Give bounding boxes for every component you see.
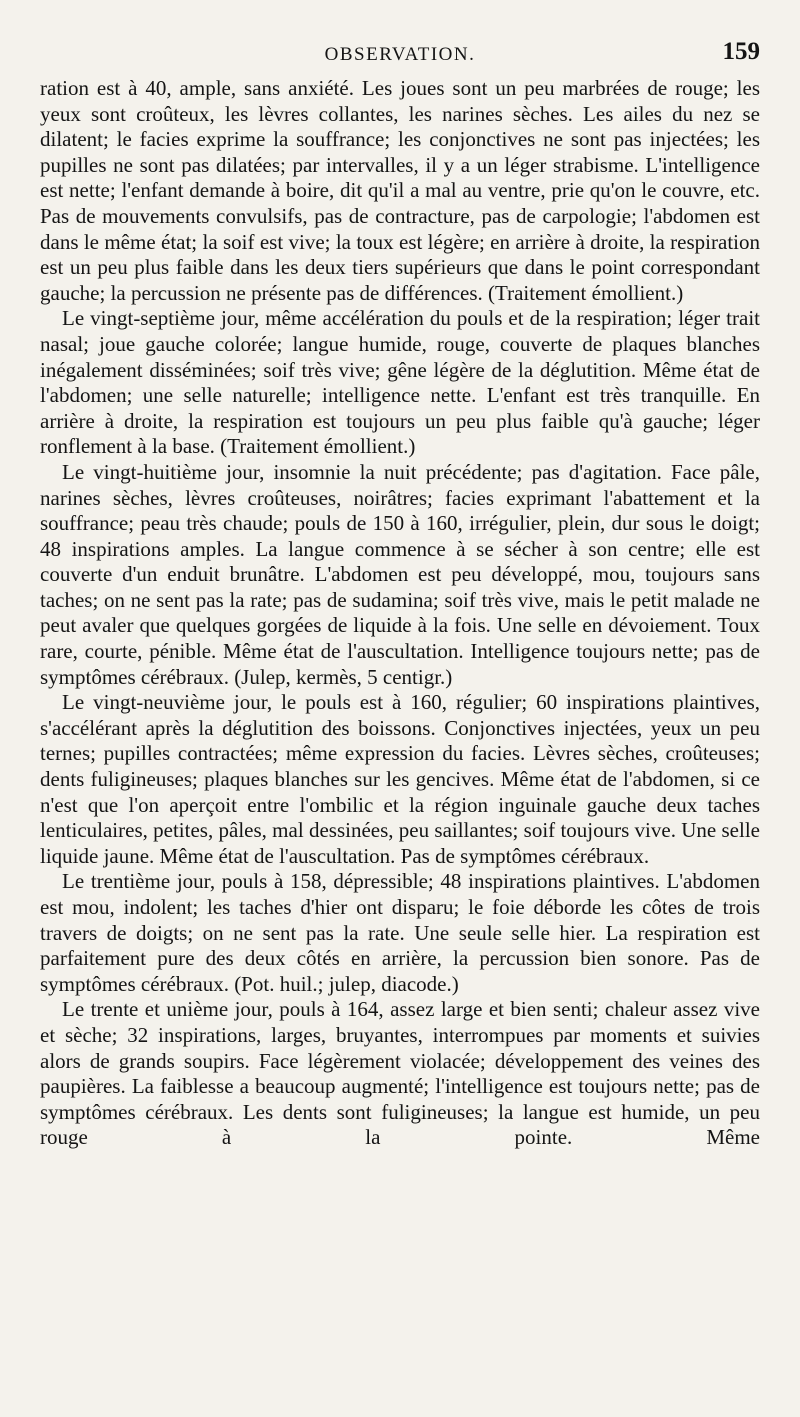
page-header [40, 38, 760, 72]
paragraph-continued: ration est à 40, ample, sans anxiété. Les joues sont un peu marbrées de rouge; les yeux sont croûteux, les lèvres collantes, les narines sèches. Les ailes du nez se dilatent; le facies exprime la souffrance; les conjonctives ne sont pas injectées; les pupilles ne sont pas dilatées; par intervalles, il y a un léger strabisme. L'intelligence est nette; l'enfant demande à boire, dit qu'il a mal au ventre, prie qu'on le couvre, etc. Pas de mouvements convulsifs, pas de contracture, pas de carpologie; l'abdomen est dans le même état; la soif est vive; la toux est légère; en arrière à droite, la respiration est un peu plus faible dans les deux tiers supérieurs que dans le point correspondant gauche; la percussion ne présente pas de différences. (Traitement émollient.) [40, 76, 760, 305]
paragraph-day-30: Le trentième jour, pouls à 158, dépressible; 48 inspirations plaintives. L'abdomen est mou, indolent; les taches d'hier ont disparu; le foie déborde les côtes de trois travers de doigts; on ne sent pas la rate. Une seule selle hier. La respiration est parfaitement pure des deux côtés en arrière, la percussion bien sonore. Pas de symptômes cérébraux. (Pot. huil.; julep, diacode.) [40, 869, 760, 996]
paragraph-day-31: Le trente et unième jour, pouls à 164, assez large et bien senti; chaleur assez vive et sèche; 32 inspirations, larges, bruyantes, interrompues par moments et suivies alors de grands soupirs. Face légèrement violacée; développement des veines des paupières. La faiblesse a beaucoup augmenté; l'intelligence est toujours nette; pas de symptômes cérébraux. Les dents sont fuligineuses; la langue est humide, un peu rouge à la pointe. Même [40, 997, 760, 1150]
paragraph-day-27: Le vingt-septième jour, même accélération du pouls et de la respiration; léger trait nasal; joue gauche colorée; langue humide, rouge, couverte de plaques blanches inégalement disséminées; soif très vive; gêne légère de la déglutition. Même état de l'abdomen; une selle naturelle; intelligence nette. L'enfant est très tranquille. En arrière à droite, la respiration est toujours un peu plus faible qu'à gauche; léger ronflement à la base. (Traitement émollient.) [40, 306, 760, 459]
running-head: OBSERVATION. [324, 44, 476, 65]
body-text [40, 76, 760, 1151]
paragraph-day-29: Le vingt-neuvième jour, le pouls est à 160, régulier; 60 inspirations plaintives, s'accélérant après la déglutition des boissons. Conjonctives injectées, yeux un peu ternes; pupilles contractées; même expression du facies. Lèvres sèches, croûteuses; dents fuligineuses; plaques blanches sur les gencives. Même état de l'abdomen, si ce n'est que l'on aperçoit entre l'ombilic et la région inguinale gauche deux taches lenticulaires, petites, pâles, mal dessinées, peu saillantes; soif toujours vive. Une selle liquide jaune. Même état de l'auscultation. Pas de symptômes cérébraux. [40, 690, 760, 868]
paragraph-day-28: Le vingt-huitième jour, insomnie la nuit précédente; pas d'agitation. Face pâle, narines sèches, lèvres croûteuses, noirâtres; facies exprimant l'abattement et la souffrance; peau très chaude; pouls de 150 à 160, irrégulier, plein, dur sous le doigt; 48 inspirations amples. La langue commence à se sécher à son centre; elle est couverte d'un enduit brunâtre. L'abdomen est peu développé, mou, toujours sans taches; on ne sent pas la rate; pas de sudamina; soif très vive, mais le petit malade ne peut avaler que quelques gorgées de liquide à la fois. Une selle en dévoiement. Toux rare, courte, pénible. Même état de l'auscultation. Intelligence toujours nette; pas de symptômes cérébraux. (Julep, kermès, 5 centigr.) [40, 459, 760, 689]
page-number: 159 [722, 38, 760, 65]
